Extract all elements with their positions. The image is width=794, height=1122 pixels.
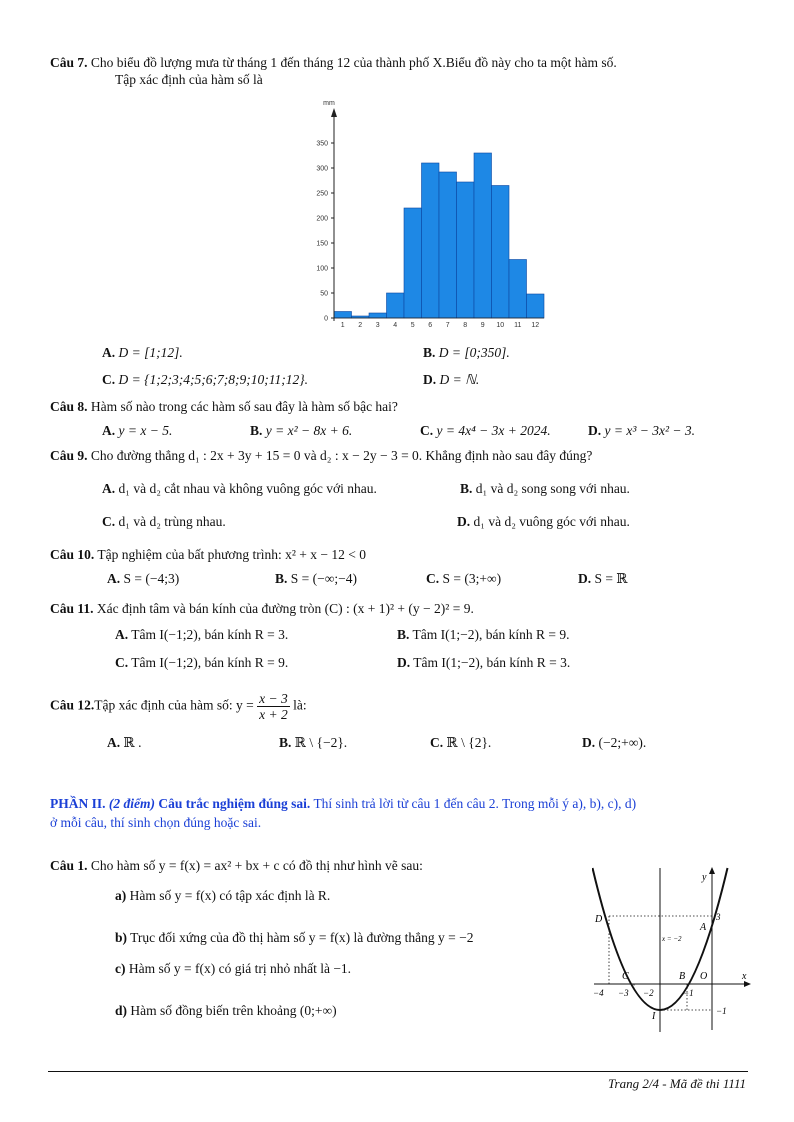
q9-text: Câu 9. Cho đường thẳng d₁ : 2x + 3y + 15 = 0 và d₂ : x − 2y − 3 = 0. Khẳng định nào sau đây đúng?: [50, 448, 593, 463]
y-tick-label: 250: [316, 190, 328, 198]
vertex-label: I: [652, 1011, 656, 1022]
x-tick-label: 2: [358, 322, 363, 329]
tick-minus-4: −4: [593, 988, 604, 998]
q7-stem: Cho biểu đồ lượng mưa từ tháng 1 đến tháng 12 của thành phố X.Biểu đồ này cho ta một hàm số.: [90, 55, 617, 70]
bar-month-8: [457, 182, 475, 318]
q12-option-d[interactable]: D. (−2;+∞).: [582, 735, 647, 750]
x-tick-label: 11: [514, 322, 522, 329]
parabola-graph: [592, 866, 752, 1032]
q7-text: [50, 55, 617, 71]
x-tick-label: 4: [393, 322, 398, 329]
q12-option-b[interactable]: B. ℝ \ {−2}.: [279, 735, 348, 750]
bar-month-3: [369, 313, 387, 318]
q12-option-c[interactable]: C. ℝ \ {2}.: [430, 735, 492, 750]
q12-text: Câu 12.Tập xác định của hàm số: y = $\frac{x - 3}{x + 2}$ là:: [50, 691, 307, 722]
q12-option-a[interactable]: A. ℝ .: [107, 735, 142, 750]
q7-option-a[interactable]: A. D = [1;12].: [102, 345, 183, 360]
page-footer: Trang 2/4 - Mã đề thi 1111: [608, 1076, 746, 1091]
point-c-label: C: [622, 971, 629, 982]
q7-option-b[interactable]: B. D = [0;350].: [423, 345, 510, 360]
q10-option-a[interactable]: A. S = (−4;3): [107, 571, 180, 586]
q11-option-b[interactable]: B. Tâm I(1;−2), bán kính R = 9.: [397, 627, 570, 642]
p2q1-item-b[interactable]: b) Trục đối xứng của đồ thị hàm số y = f(x) là đường thẳng y = −2: [115, 930, 474, 945]
q11-option-c[interactable]: C. Tâm I(−1;2), bán kính R = 9.: [115, 655, 289, 670]
x-tick-label: 1: [340, 322, 345, 329]
bar-month-11: [509, 260, 527, 319]
q8-option-d[interactable]: D. y = x³ − 3x² − 3.: [588, 423, 696, 438]
point-b-label: B: [679, 971, 686, 982]
x-tick-label: 7: [445, 322, 450, 329]
rainfall-chart: [300, 93, 550, 333]
x-tick-label: 6: [428, 322, 433, 329]
point-d-label: D: [595, 914, 603, 925]
bar-month-9: [474, 153, 492, 318]
bar-month-6: [422, 163, 440, 318]
q8-option-b[interactable]: B. y = x² − 8x + 6.: [250, 423, 353, 438]
q10-option-c[interactable]: C. S = (3;+∞): [426, 571, 502, 586]
tick-y-3: 3: [716, 912, 721, 922]
x-tick-label: 5: [410, 322, 415, 329]
bar-month-4: [387, 293, 405, 318]
q7-option-c[interactable]: C. D = {1;2;3;4;5;6;7;8;9;10;11;12}.: [102, 372, 308, 387]
p2q1-text: Câu 1. Cho hàm số y = f(x) = ax² + bx + c có đồ thị như hình vẽ sau:: [50, 858, 423, 873]
q7-text2: Tập xác định của hàm số là: [115, 72, 263, 87]
symmetry-axis-label: x = −2: [662, 935, 682, 943]
p2q1-item-d[interactable]: d) Hàm số đồng biến trên khoảng (0;+∞): [115, 1003, 337, 1018]
bar-month-7: [439, 172, 457, 318]
x-tick-label: 12: [531, 322, 540, 329]
q11-text: Câu 11. Xác định tâm và bán kính của đường tròn (C) : (x + 1)² + (y − 2)² = 9.: [50, 601, 474, 616]
bar-month-5: [404, 208, 422, 318]
x-tick-label: 3: [375, 322, 380, 329]
q11-option-d[interactable]: D. Tâm I(1;−2), bán kính R = 3.: [397, 655, 571, 670]
q9-option-d[interactable]: D. d₁ và d₂ vuông góc với nhau.: [457, 514, 630, 529]
q8-option-a[interactable]: A. y = x − 5.: [102, 423, 173, 438]
q9-option-a[interactable]: A. d₁ và d₂ cắt nhau và không vuông góc với nhau.: [102, 481, 377, 496]
tick-minus-1: −1: [683, 988, 694, 998]
chart-ylabel: mm: [323, 100, 335, 107]
q9-option-c[interactable]: C. d₁ và d₂ trùng nhau.: [102, 514, 226, 529]
x-tick-label: 9: [480, 322, 485, 329]
x-tick-label: 8: [463, 322, 468, 329]
q10-option-b[interactable]: B. S = (−∞;−4): [275, 571, 357, 586]
q10-text: Câu 10. Tập nghiệm của bất phương trình: x² + x − 12 < 0: [50, 547, 366, 562]
part2-heading-line2: ở mỗi câu, thí sinh chọn đúng hoặc sai.: [50, 815, 262, 830]
bar-month-1: [334, 312, 352, 319]
chart-y-arrow: [331, 108, 337, 117]
p2q1-item-c[interactable]: c) Hàm số y = f(x) có giá trị nhỏ nhất là −1.: [115, 961, 352, 976]
footer-rule: [48, 1071, 748, 1072]
q8-option-c[interactable]: C. y = 4x⁴ − 3x + 2024.: [420, 423, 551, 438]
x-axis-label: x: [742, 971, 747, 982]
q7-label: Câu 7.: [50, 55, 88, 70]
y-tick-label: 50: [320, 290, 328, 298]
y-tick-label: 200: [316, 215, 328, 223]
tick-minus-2: −2: [643, 988, 654, 998]
x-tick-label: 10: [496, 322, 505, 329]
y-axis-label: y: [702, 872, 707, 883]
q7-option-d[interactable]: D. D = ℕ.: [423, 372, 480, 387]
point-a-label: A: [700, 922, 707, 933]
y-tick-label: 150: [316, 240, 328, 248]
y-tick-label: 100: [316, 265, 328, 273]
q11-option-a[interactable]: A. Tâm I(−1;2), bán kính R = 3.: [115, 627, 289, 642]
q10-option-d[interactable]: D. S = ℝ: [578, 571, 628, 586]
q9-option-b[interactable]: B. d₁ và d₂ song song với nhau.: [460, 481, 630, 496]
y-tick-label: 0: [324, 315, 328, 323]
y-tick-label: 350: [316, 140, 328, 148]
y-tick-label: 300: [316, 165, 328, 173]
p2q1-item-a[interactable]: a) Hàm số y = f(x) có tập xác định là R.: [115, 888, 331, 903]
origin-label: O: [700, 971, 708, 982]
tick-minus-3: −3: [618, 988, 629, 998]
tick-y-minus-1: −1: [716, 1006, 727, 1016]
bar-month-10: [492, 186, 510, 319]
bar-month-12: [527, 294, 545, 318]
q8-text: Câu 8. Hàm số nào trong các hàm số sau đây là hàm số bậc hai?: [50, 399, 398, 414]
q12-fraction: $\frac{x - 3}{x + 2}$: [259, 691, 288, 722]
part2-heading: PHẦN II. (2 điểm) Câu trắc nghiệm đúng sai. Thí sinh trả lời từ câu 1 đến câu 2. Trong mỗi ý a), b), c), d): [50, 796, 637, 811]
